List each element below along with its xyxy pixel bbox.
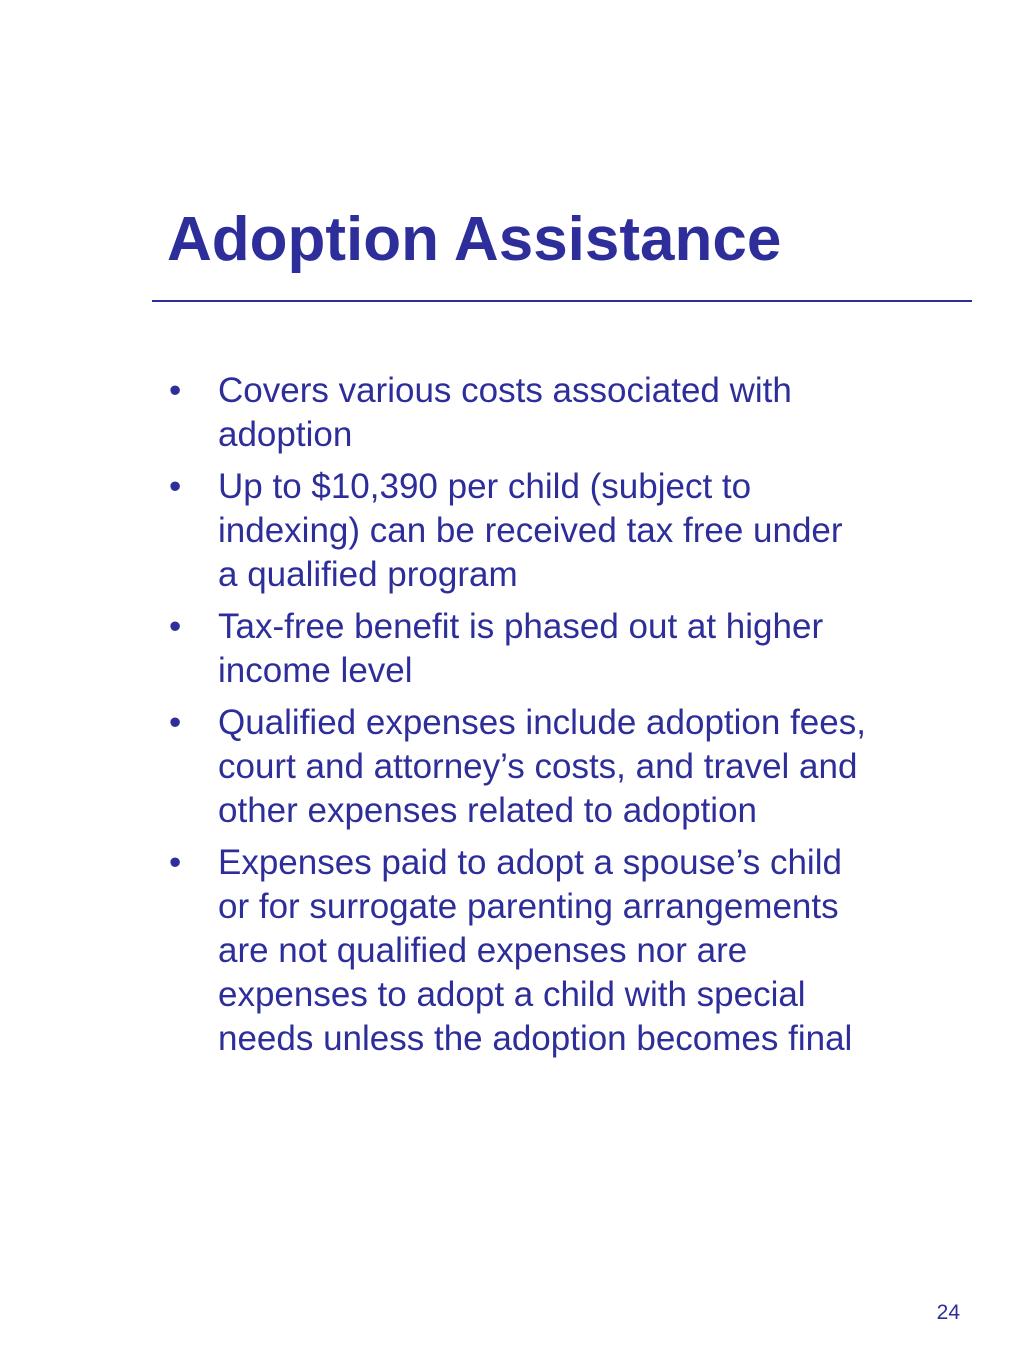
bullet-text-line: court and attorney’s costs, and travel and — [218, 747, 858, 786]
bullet-text-line: Expenses paid to adopt a spouse’s child — [218, 843, 842, 882]
bullet-text-line: Up to $10,390 per child (subject to — [218, 467, 752, 506]
bullet-item — [165, 605, 965, 693]
bullet-text-line: indexing) can be received tax free under — [218, 511, 843, 550]
slide-title: Adoption Assistance — [167, 205, 782, 274]
bullet-text-line: or for surrogate parenting arrangements — [218, 887, 839, 926]
bullet-item — [165, 701, 965, 833]
bullet-text-line: adoption — [218, 415, 353, 454]
page-number: 24 — [936, 1301, 960, 1324]
bullet-list — [165, 369, 965, 1069]
bullet-text-line: Tax-free benefit is phased out at higher — [218, 607, 824, 646]
bullet-marker: • — [169, 843, 182, 882]
bullet-item — [165, 369, 965, 457]
bullet-text-line: a qualified program — [218, 555, 518, 594]
bullet-text-line: Qualified expenses include adoption fees, — [218, 703, 866, 742]
bullet-marker: • — [169, 371, 182, 410]
bullet-marker: • — [169, 467, 182, 506]
bullet-text-line: income level — [218, 651, 413, 690]
bullet-marker: • — [169, 607, 182, 646]
bullet-text-line: expenses to adopt a child with special — [218, 975, 806, 1014]
bullet-item — [165, 841, 965, 1061]
bullet-marker: • — [169, 703, 182, 742]
bullet-item — [165, 465, 965, 597]
bullet-text-line: are not qualified expenses nor are — [218, 931, 748, 970]
title-divider — [152, 300, 972, 302]
bullet-text-line: Covers various costs associated with — [218, 371, 792, 410]
bullet-text-line: needs unless the adoption becomes final — [218, 1019, 853, 1058]
bullet-text-line: other expenses related to adoption — [218, 791, 757, 830]
